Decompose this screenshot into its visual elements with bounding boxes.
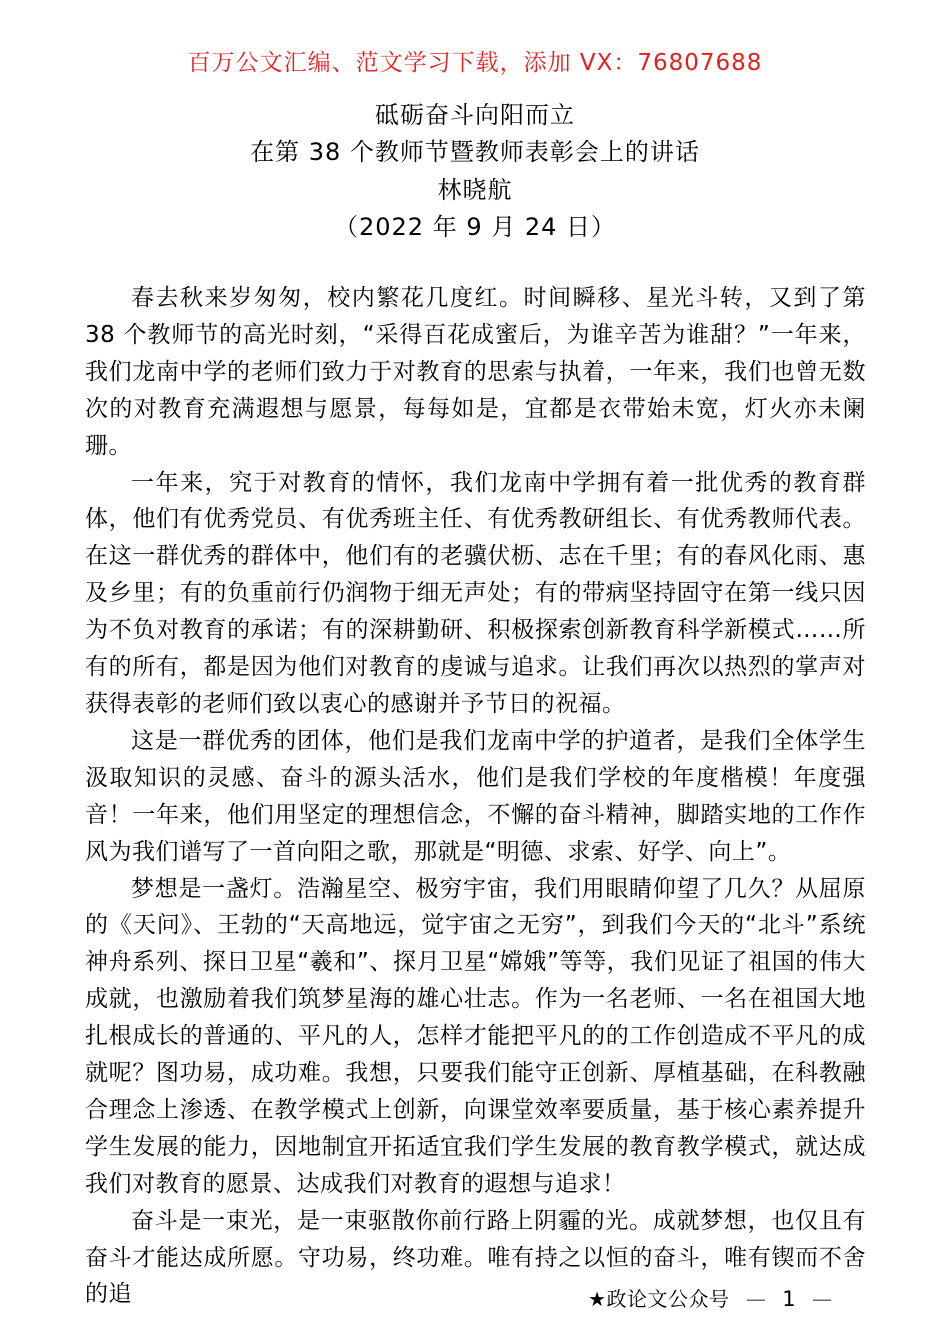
page-number-dash-right: — <box>812 1287 832 1311</box>
body-paragraph: 这是一群优秀的团体，他们是我们龙南中学的护道者，是我们全体学生汲取知识的灵感、奋斗的源头活水，他们是我们学校的年度楷模！年度强音！一年来，他们用坚定的理想信念，不懈的奋斗精神，脚踏实地的工作作风为我们谱写了一首向阳之歌，那就是“明德、求索、好学、向上”。 <box>85 727 866 865</box>
author-name: 林晓航 <box>437 175 513 204</box>
body-paragraph: 奋斗是一束光，是一束驱散你前行路上阴霾的光。成就梦想，也仅且有奋斗才能达成所愿。守功易，终功难。唯有持之以恒的奋斗，唯有锲而不舍的追 <box>85 1207 866 1308</box>
body-paragraph: 春去秋来岁匆匆，校内繁花几度红。时间瞬移、星光斗转，又到了第 38 个教师节的高光时刻，“采得百花成蜜后，为谁辛苦为谁甜？”一年来，我们龙南中学的老师们致力于对教育的思索与执着，一年来，我们也曾无数次的对教育充满遐想与愿景，每每如是，宜都是衣带始未宽，灯火亦未阑珊。 <box>85 285 866 459</box>
document-body <box>85 280 866 1313</box>
header-notice: 百万公文汇编、范文学习下载，添加 VX：76807688 <box>187 50 763 76</box>
title-block <box>0 97 950 247</box>
document-subtitle: 在第 38 个教师节暨教师表彰会上的讲话 <box>250 138 700 167</box>
body-paragraph: 一年来，究于对教育的情怀，我们龙南中学拥有着一批优秀的教育群体，他们有优秀党员、有优秀班主任、有优秀教研组长、有优秀教师代表。在这一群优秀的群体中，他们有的老骥伏枥、志在千里；有的春风化雨、惠及乡里；有的负重前行仍润物于细无声处；有的带病坚持固守在第一线只因为不负对教育的承诺；有的深耕勤研、积极探索创新教育科学新模式……所有的所有，都是因为他们对教育的虔诚与追求。让我们再次以热烈的掌声对获得表彰的老师们致以衷心的感谢并予节日的祝福。 <box>85 469 866 717</box>
page-footer <box>0 1283 950 1312</box>
document-title: 砥砺奋斗向阳而立 <box>375 101 575 129</box>
date-line: （2022 年 9 月 24 日） <box>333 213 617 242</box>
page-number-dash-left: — <box>745 1287 766 1311</box>
body-paragraph: 梦想是一盏灯。浩瀚星空、极穷宇宙，我们用眼睛仰望了几久？从屈原的《天问》、王勃的“天高地远，觉宇宙之无穷”，到我们今天的“北斗”系统神舟系列、探日卫星“羲和”、探月卫星“嫦娥”等等，我们见证了祖国的伟大成就，也激励着我们筑梦星海的雄心壮志。作为一名老师、一名在祖国大地扎根成长的普通的、平凡的人，怎样才能把平凡的的工作创造成不平凡的成就呢？图功易，成功难。我想，只要我们能守正创新、厚植基础，在科教融合理念上渗透、在教学模式上创新，向课堂效率要质量，基于核心素养提升学生发展的能力，因地制宜开拓适宜我们学生发展的教育教学模式，就达成我们对教育的愿景、达成我们对教育的遐想与追求！ <box>85 875 866 1197</box>
footer-source: ★政论文公众号 <box>588 1287 730 1311</box>
page-number: 1 <box>782 1287 796 1311</box>
